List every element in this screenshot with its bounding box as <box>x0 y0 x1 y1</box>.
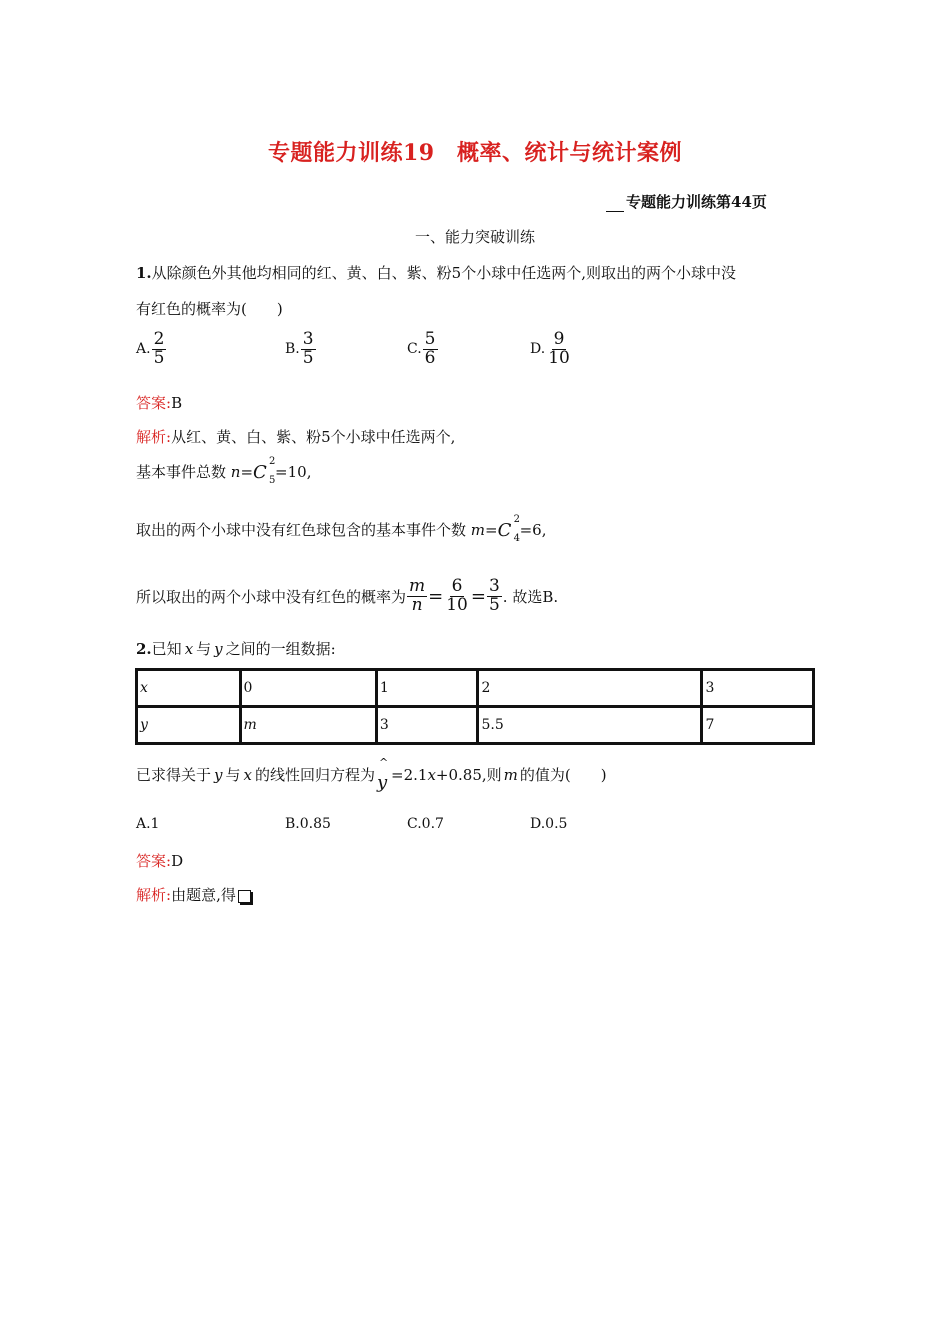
q2-option-d[interactable]: D.0.5 <box>530 816 568 832</box>
variable-y: y <box>214 640 223 658</box>
q2-number: 2. <box>136 640 152 658</box>
result-text: =6, <box>519 521 547 539</box>
analysis-text: 从红、黄、白、紫、粉5个小球中任选两个, <box>171 428 456 446</box>
page-reference <box>606 191 767 212</box>
option-label: A. <box>136 341 151 358</box>
table-cell: y <box>137 707 241 744</box>
analysis-label: 解析: <box>136 428 172 446</box>
q1-analysis-m-line <box>136 516 547 546</box>
fraction-denominator: 5 <box>488 594 500 615</box>
combination-symbol <box>253 458 287 488</box>
q2-text: 的线性回归方程为 <box>254 766 375 784</box>
table-cell: 1 <box>376 670 478 707</box>
q2-answer <box>136 850 183 871</box>
option-fraction <box>546 331 572 368</box>
q1-option-d[interactable] <box>530 331 573 368</box>
table-row-x <box>137 670 814 707</box>
hat-variable: y <box>377 772 388 793</box>
q2-regression-line <box>136 756 607 793</box>
fraction-6-over-10 <box>444 578 470 615</box>
q2-option-b[interactable]: B.0.85 <box>285 816 331 832</box>
q1-number: 1. <box>136 264 152 282</box>
table-cell: x <box>137 670 241 707</box>
q1-text-line1: 从除颜色外其他均相同的红、黄、白、紫、粉5个小球中任选两个,则取出的两个小球中没 <box>151 264 736 282</box>
combination-c: C <box>497 520 512 541</box>
q2-text: 之间的一组数据: <box>225 640 336 658</box>
fraction-numerator: 3 <box>488 576 500 596</box>
table-cell: 7 <box>702 707 814 744</box>
q2-analysis <box>136 884 251 905</box>
variable-x: x <box>184 640 194 658</box>
q1-stem-line2: 有红色的概率为( ) <box>136 300 283 318</box>
fraction-numerator: 2 <box>153 329 165 349</box>
q1-analysis-n-line <box>136 458 311 488</box>
analysis-text: 取出的两个小球中没有红色球包含的基本事件个数 <box>136 521 467 539</box>
q1-analysis-p-line <box>136 578 558 615</box>
analysis-text: 由题意,得 <box>171 886 236 904</box>
q2-text: 与 <box>225 766 241 784</box>
underline-blank <box>606 197 624 212</box>
page-reference-text: 专题能力训练第44页 <box>626 193 767 211</box>
table-cell: 5.5 <box>478 707 702 744</box>
q2-option-a[interactable]: A.1 <box>136 816 160 832</box>
variable-m: m <box>503 766 518 784</box>
answer-value: D <box>171 852 184 870</box>
option-label: D. <box>530 341 546 358</box>
combination-sub: 4 <box>513 533 520 544</box>
table-cell: 3 <box>376 707 478 744</box>
fraction-denominator: 10 <box>446 594 468 615</box>
combination-sup: 2 <box>269 456 276 467</box>
q2-text: +0.85,则 <box>435 766 502 784</box>
variable-y: y <box>214 766 223 784</box>
q1-analysis-line1 <box>136 426 455 447</box>
option-fraction <box>301 331 316 368</box>
q1-option-c[interactable] <box>407 331 439 368</box>
section-heading: 一、能力突破训练 <box>414 228 535 246</box>
q2-text: 与 <box>196 640 212 658</box>
fraction-m-over-n <box>407 578 427 615</box>
table-cell: 2 <box>478 670 702 707</box>
q2-text: =2.1 <box>391 766 428 784</box>
y-hat-symbol <box>375 756 391 793</box>
equals-sign: = <box>428 585 444 607</box>
answer-label: 答案: <box>136 852 172 870</box>
variable-m: m <box>470 521 486 539</box>
combination-sub: 5 <box>269 475 276 486</box>
analysis-text: 所以取出的两个小球中没有红色的概率为 <box>136 587 407 606</box>
q2-option-c[interactable]: C.0.7 <box>407 816 444 832</box>
answer-value: B <box>171 394 183 412</box>
q1-stem-line1 <box>136 262 736 283</box>
equals-sign: = <box>240 463 254 481</box>
q2-text: 已求得关于 <box>136 766 212 784</box>
option-fraction <box>152 331 167 368</box>
q1-option-a[interactable] <box>136 331 167 368</box>
answer-label: 答案: <box>136 394 172 412</box>
option-fraction <box>423 331 438 368</box>
variable-x: x <box>243 766 252 784</box>
table-cell: 3 <box>702 670 814 707</box>
fraction-denominator: 5 <box>153 347 165 368</box>
q1-option-b[interactable] <box>285 331 317 368</box>
combination-symbol <box>498 516 532 546</box>
table-row-y <box>137 707 814 744</box>
equals-sign: = <box>470 585 486 607</box>
fraction-numerator: 9 <box>553 329 565 349</box>
fraction-denominator: 6 <box>424 347 436 368</box>
analysis-label: 解析: <box>136 886 172 904</box>
table-cell: m <box>240 707 376 744</box>
checkbox-icon <box>238 890 251 903</box>
option-label: C. <box>407 341 422 358</box>
variable-x: x <box>427 766 436 784</box>
fraction-denominator: n <box>411 594 423 615</box>
fraction-numerator: m <box>409 576 426 596</box>
combination-sup: 2 <box>513 514 520 525</box>
fraction-numerator: 3 <box>302 329 314 349</box>
q1-answer <box>136 392 182 413</box>
analysis-text: 基本事件总数 <box>136 463 227 481</box>
fraction-denominator: 5 <box>302 347 314 368</box>
fraction-denominator: 10 <box>548 347 570 368</box>
page-title: 专题能力训练19 概率、统计与统计案例 <box>267 140 683 166</box>
table-cell: 0 <box>240 670 376 707</box>
q2-text: 已知 <box>151 640 182 658</box>
combination-c: C <box>253 462 267 483</box>
result-text: =10, <box>275 463 312 481</box>
variable-n: n <box>230 463 241 481</box>
fraction-3-over-5 <box>487 578 502 615</box>
fraction-numerator: 6 <box>451 576 463 596</box>
conclusion-text: . 故选B. <box>502 587 559 606</box>
q2-stem <box>136 638 336 659</box>
q2-text: 的值为( ) <box>519 766 607 784</box>
option-label: B. <box>285 341 300 358</box>
data-table <box>135 668 815 745</box>
fraction-numerator: 5 <box>424 329 436 349</box>
equals-sign: = <box>485 521 498 539</box>
hat-mark: ^ <box>379 756 389 769</box>
